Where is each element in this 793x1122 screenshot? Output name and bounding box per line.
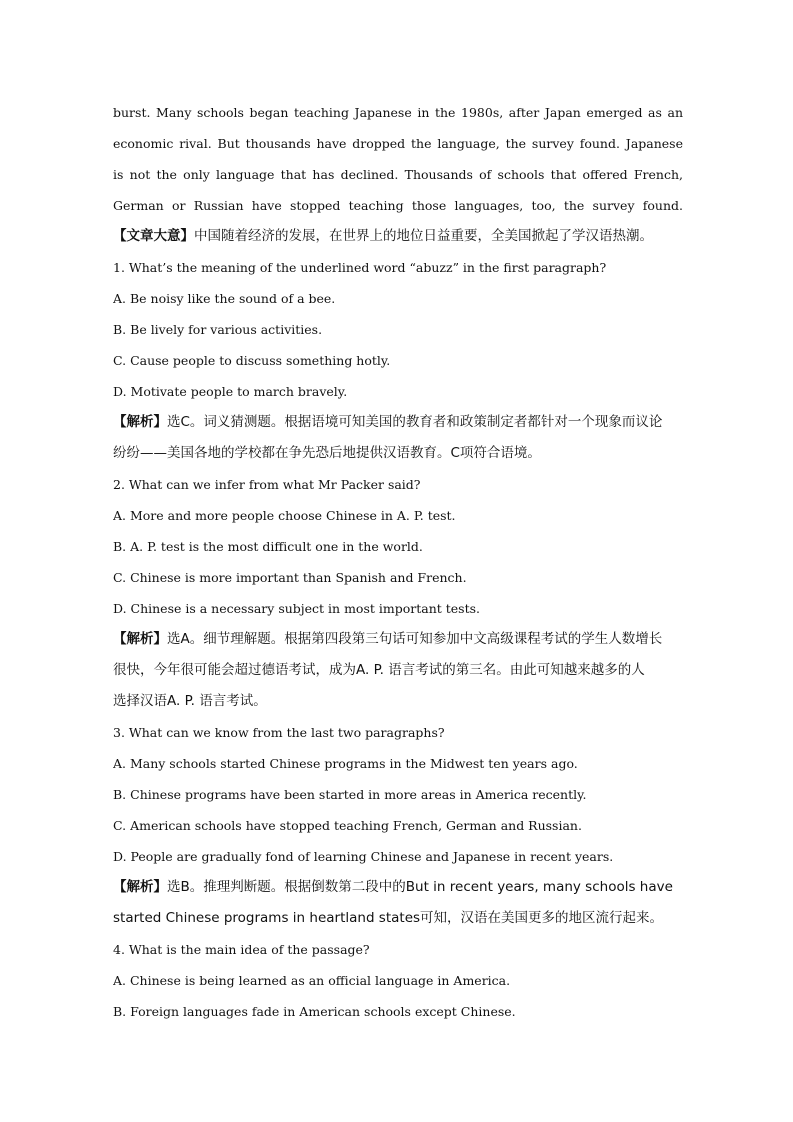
analysis-text: 选A。细节理解题。根据第四段第三句话可知参加中文高级课程考试的学生人数增长 (167, 631, 663, 647)
question-stem: 1. What’s the meaning of the underlined word “abuzz” in the first paragraph? (113, 260, 607, 275)
analysis-tag: 【解析】 (113, 879, 167, 895)
passage-line: German or Russian have stopped teaching those languages, too, the survey found. (113, 198, 683, 213)
passage-line: economic rival. But thousands have dropped the language, the survey found. Japanese (113, 136, 683, 151)
answer-option: B. Chinese programs have been started in more areas in America recently. (113, 787, 587, 802)
analysis-text: 选B。推理判断题。根据倒数第二段中的But in recent years, many schools have (167, 879, 673, 895)
analysis-line: 纷纷——美国各地的学校都在争先恐后地提供汉语教育。C项符合语境。 (113, 445, 541, 461)
passage-line: is not the only language that has declined. Thousands of schools that offered French, (113, 167, 683, 182)
analysis-line (113, 872, 683, 903)
summary-line (113, 221, 683, 252)
answer-option: C. Cause people to discuss something hotly. (113, 353, 391, 368)
answer-option: C. Chinese is more important than Spanish and French. (113, 570, 467, 585)
question-stem: 2. What can we infer from what Mr Packer said? (113, 477, 421, 492)
analysis-line: started Chinese programs in heartland states可知，汉语在美国更多的地区流行起来。 (113, 910, 664, 926)
analysis-line (113, 407, 683, 438)
answer-option: C. American schools have stopped teaching French, German and Russian. (113, 818, 582, 833)
document-body (113, 97, 683, 1027)
question-stem: 3. What can we know from the last two paragraphs? (113, 725, 445, 740)
passage-line: burst. Many schools began teaching Japanese in the 1980s, after Japan emerged as an (113, 105, 683, 120)
analysis-tag: 【解析】 (113, 414, 167, 430)
analysis-tag: 【解析】 (113, 631, 167, 647)
summary-tag: 【文章大意】 (113, 228, 194, 244)
answer-option: B. Foreign languages fade in American schools except Chinese. (113, 1004, 516, 1019)
answer-option: B. Be lively for various activities. (113, 322, 323, 337)
answer-option: D. Chinese is a necessary subject in most important tests. (113, 601, 480, 616)
analysis-line (113, 624, 683, 655)
answer-option: A. Many schools started Chinese programs in the Midwest ten years ago. (113, 756, 578, 771)
answer-option: D. Motivate people to march bravely. (113, 384, 348, 399)
analysis-text: 选C。词义猜测题。根据语境可知美国的教育者和政策制定者都针对一个现象而议论 (167, 414, 663, 430)
question-stem: 4. What is the main idea of the passage? (113, 942, 370, 957)
analysis-line: 很快，今年很可能会超过德语考试，成为A. P. 语言考试的第三名。由此可知越来越多的人 (113, 662, 645, 678)
answer-option: A. More and more people choose Chinese in A. P. test. (113, 508, 456, 523)
answer-option: A. Be noisy like the sound of a bee. (113, 291, 336, 306)
answer-option: D. People are gradually fond of learning Chinese and Japanese in recent years. (113, 849, 614, 864)
answer-option: A. Chinese is being learned as an official language in America. (113, 973, 511, 988)
summary-text: 中国随着经济的发展，在世界上的地位日益重要，全美国掀起了学汉语热潮。 (194, 228, 653, 244)
answer-option: B. A. P. test is the most difficult one in the world. (113, 539, 423, 554)
analysis-line: 选择汉语A. P. 语言考试。 (113, 693, 267, 709)
